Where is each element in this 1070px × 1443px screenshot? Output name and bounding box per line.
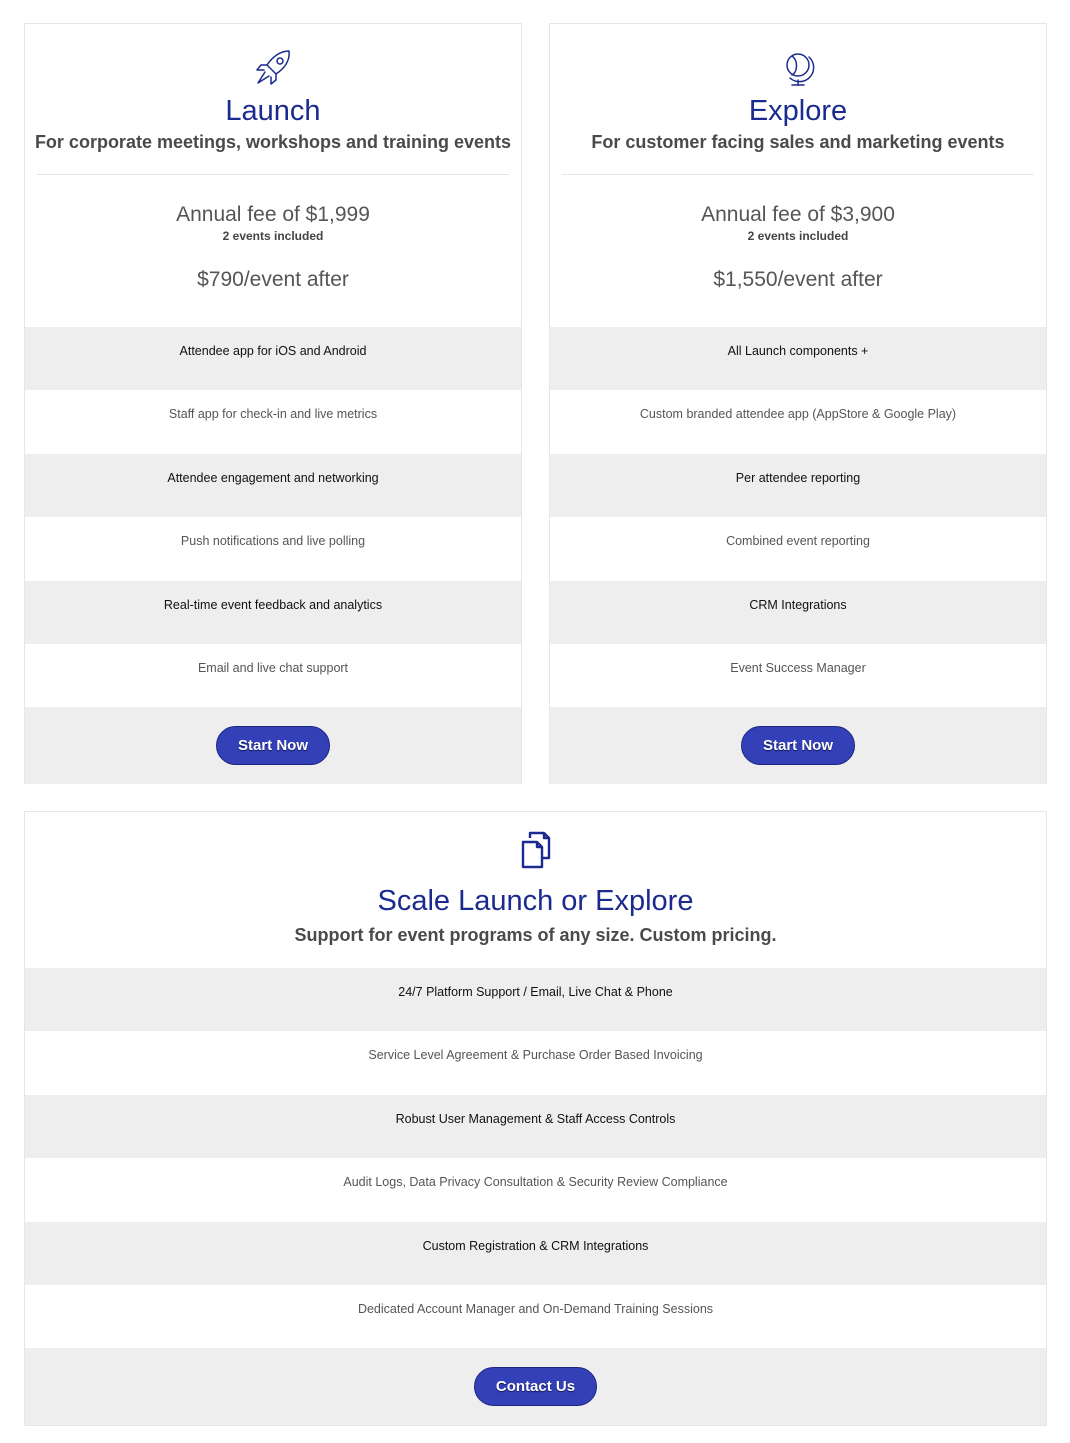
events-included: 2 events included [222, 229, 324, 243]
cta-row [25, 1348, 1046, 1425]
feature-row: 24/7 Platform Support / Email, Live Chat & Phone [25, 968, 1046, 1031]
feature-row: Dedicated Account Manager and On-Demand Training Sessions [25, 1285, 1046, 1348]
events-included: 2 events included [747, 229, 849, 243]
per-event-price: $790/event after [197, 268, 349, 291]
globe-icon [550, 24, 1046, 88]
divider [562, 174, 1034, 175]
feature-row: Real-time event feedback and analytics [25, 581, 521, 644]
documents-icon [25, 812, 1046, 869]
contact-us-button[interactable]: Contact Us [474, 1367, 597, 1406]
feature-row: Audit Logs, Data Privacy Consultation & Security Review Compliance [25, 1158, 1046, 1221]
plan-card-launch [24, 23, 522, 784]
feature-row: Combined event reporting [550, 517, 1046, 580]
rocket-icon [25, 24, 521, 88]
plan-subtitle: Support for event programs of any size. Custom pricing. [294, 925, 777, 945]
feature-row: Per attendee reporting [550, 454, 1046, 517]
feature-row: Custom Registration & CRM Integrations [25, 1222, 1046, 1285]
feature-row: CRM Integrations [550, 581, 1046, 644]
feature-row: Staff app for check-in and live metrics [25, 390, 521, 453]
start-now-button[interactable]: Start Now [216, 726, 330, 765]
feature-row: Service Level Agreement & Purchase Order Based Invoicing [25, 1031, 1046, 1094]
feature-row: All Launch components + [550, 327, 1046, 390]
plan-subtitle: For customer facing sales and marketing events [591, 132, 1005, 152]
feature-row: Robust User Management & Staff Access Controls [25, 1095, 1046, 1158]
feature-row: Email and live chat support [25, 644, 521, 707]
feature-row: Attendee engagement and networking [25, 454, 521, 517]
feature-row: Event Success Manager [550, 644, 1046, 707]
cta-row [25, 707, 521, 784]
plan-card-scale [24, 811, 1047, 1426]
plan-card-explore [549, 23, 1047, 784]
plan-subtitle: For corporate meetings, workshops and training events [34, 132, 512, 152]
annual-fee: Annual fee of $3,900 [701, 203, 895, 226]
plan-title: Launch [225, 95, 321, 127]
plan-header [25, 812, 1046, 968]
plan-header [25, 24, 521, 327]
plan-title: Explore [748, 95, 848, 127]
plan-title: Scale Launch or Explore [377, 885, 694, 917]
divider [37, 174, 509, 175]
per-event-price: $1,550/event after [713, 268, 883, 291]
start-now-button[interactable]: Start Now [741, 726, 855, 765]
cta-row [550, 707, 1046, 784]
feature-row: Custom branded attendee app (AppStore & Google Play) [550, 390, 1046, 453]
annual-fee: Annual fee of $1,999 [176, 203, 370, 226]
feature-row: Push notifications and live polling [25, 517, 521, 580]
feature-row: Attendee app for iOS and Android [25, 327, 521, 390]
plan-header [550, 24, 1046, 327]
